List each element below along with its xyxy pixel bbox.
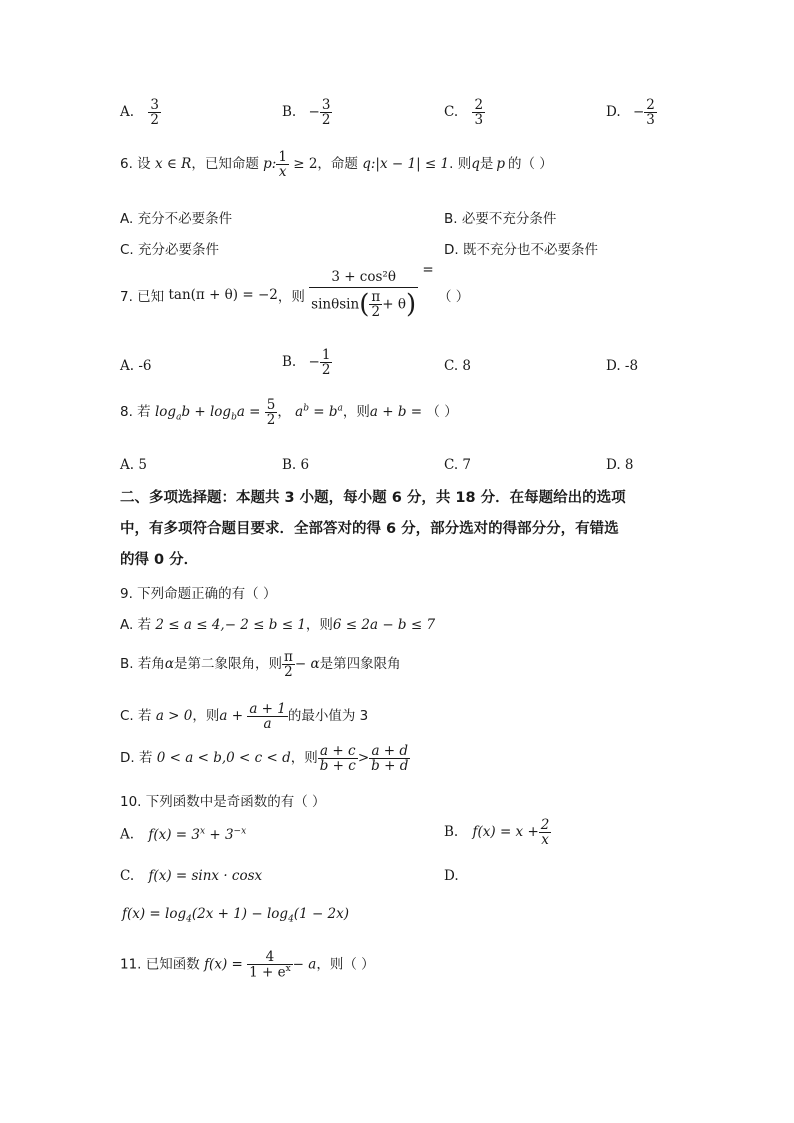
fraction: $\frac{5}{2}$ — [266, 397, 276, 429]
q8-option-a: A. 5 — [120, 457, 147, 473]
q7-option-c: C. 8 — [444, 358, 472, 374]
q10-option-a: A. $f(x) = 3^x + 3^{-x}$ — [120, 826, 247, 843]
section-heading-line-3: 的得 0 分． — [120, 552, 199, 568]
q9-option-a: A. 若 2 ≤ a ≤ 4,− 2 ≤ b ≤ 1，则6 ≤ 2a − b ≤ 7 — [120, 617, 436, 633]
q7-denominator: sinθsin( $\frac{\pi}{2}$ + θ) — [311, 289, 417, 321]
paren-left: ( — [359, 289, 370, 320]
section-heading-line-1: 二、多项选择题：本题共 3 小题，每小题 6 分，共 18 分．在每题给出的选项 — [120, 490, 626, 506]
q6-stem: 6. 设 x ∈ R，已知命题 p: $\frac{1}{x}$ ≥ 2，命题 q:|x − 1| ≤ 1. 则q是 p 的（ ） — [120, 149, 553, 181]
q9-stem: 9. 下列命题正确的有（ ） — [120, 586, 277, 602]
q8-option-b: B. 6 — [282, 457, 310, 473]
q10-a-expression: $f(x) = 3^x + 3^{-x}$ — [148, 826, 247, 843]
q10-option-d-expression: $f(x) = \log_4(2x + 1) - \log_4(1 - 2x)$ — [122, 906, 350, 925]
fraction: $\frac{a + d}{b + d}$ — [371, 743, 409, 775]
q7-stem: 7. 已知 tan(π + θ) = −2，则 3 + cos²θ sinθsin( $\frac{\pi}{2}$ + θ) = （ ） — [120, 262, 470, 321]
q7-fraction: 3 + cos²θ sinθsin( $\frac{\pi}{2}$ + θ) — [311, 269, 417, 321]
fraction: $\frac{1}{2}$ — [321, 347, 331, 379]
q9-option-d: D. 若 0 < a < b,0 < c < d，则 $\frac{a + c}{b + c}$ > $\frac{a + d}{b + d}$ — [120, 743, 409, 775]
q8-log-expression: $\log_ab + \log_ba$ = — [154, 404, 261, 423]
q7-option-a: A. -6 — [120, 358, 152, 374]
q11-stem: 11. 已知函数 f(x) = $\frac{4}{1 + e^x}$ − a，则（ ） — [120, 949, 375, 981]
q6-option-b: B. 必要不充分条件 — [444, 211, 557, 227]
q5-option-c: C. $\frac{2}{3}$ — [444, 97, 484, 129]
q10-stem: 10. 下列函数中是奇函数的有（ ） — [120, 794, 326, 810]
fraction: $\frac{\pi}{2}$ — [283, 649, 293, 681]
q10-option-b: B. f(x) = x + $\frac{2}{x}$ — [444, 817, 550, 849]
fraction: $\frac{\pi}{2}$ — [371, 289, 381, 321]
fraction: $\frac{2}{x}$ — [540, 817, 550, 849]
q5-option-a: A. $\frac{3}{2}$ — [120, 97, 159, 129]
fraction: $\frac{2}{3}$ — [646, 97, 655, 129]
q11-denominator: $1 + e^x$ — [249, 964, 291, 981]
paren-right: ) — [405, 289, 417, 320]
q6-option-d: D. 既不充分也不必要条件 — [444, 242, 598, 258]
fraction: $\frac{a + 1}{a}$ — [249, 701, 286, 733]
fraction: $\frac{a + c}{b + c}$ — [319, 743, 356, 775]
q10-option-d-label: D. — [444, 868, 459, 884]
fraction: $\frac{4}{1 + e^x}$ — [249, 949, 291, 981]
q9-option-c: C. 若 a > 0，则a + $\frac{a + 1}{a}$ 的最小值为 3 — [120, 701, 369, 733]
fraction: $\frac{3}{2}$ — [150, 97, 159, 129]
q5-option-d: D. − $\frac{2}{3}$ — [606, 97, 655, 129]
q6-option-a: A. 充分不必要条件 — [120, 211, 233, 227]
q8-power-expression: $a^b = b^a$ — [295, 403, 343, 421]
q7-option-b: B. − $\frac{1}{2}$ — [282, 347, 331, 379]
fraction: $\frac{3}{2}$ — [321, 97, 331, 129]
section-heading-line-2: 中，有多项符合题目要求．全部答对的得 6 分，部分选对的得部分分，有错选 — [120, 521, 619, 537]
fraction: $\frac{1}{x}$ — [278, 149, 287, 181]
q8-stem: 8. 若 $\log_ab + \log_ba$ = $\frac{5}{2}$ ， $a^b = b^a$，则a + b = （ ） — [120, 397, 458, 429]
q9-option-b: B. 若角α是第二象限角，则 $\frac{\pi}{2}$ − α是第四象限角 — [120, 649, 401, 681]
q8-option-d: D. 8 — [606, 457, 634, 473]
q6-option-c: C. 充分必要条件 — [120, 242, 220, 258]
q8-option-c: C. 7 — [444, 457, 472, 473]
q10-option-c: C. f(x) = sinx · cosx — [120, 868, 263, 884]
q7-option-d: D. -8 — [606, 358, 639, 374]
fraction: $\frac{2}{3}$ — [474, 97, 484, 129]
q5-option-b: B. − $\frac{3}{2}$ — [282, 97, 331, 129]
